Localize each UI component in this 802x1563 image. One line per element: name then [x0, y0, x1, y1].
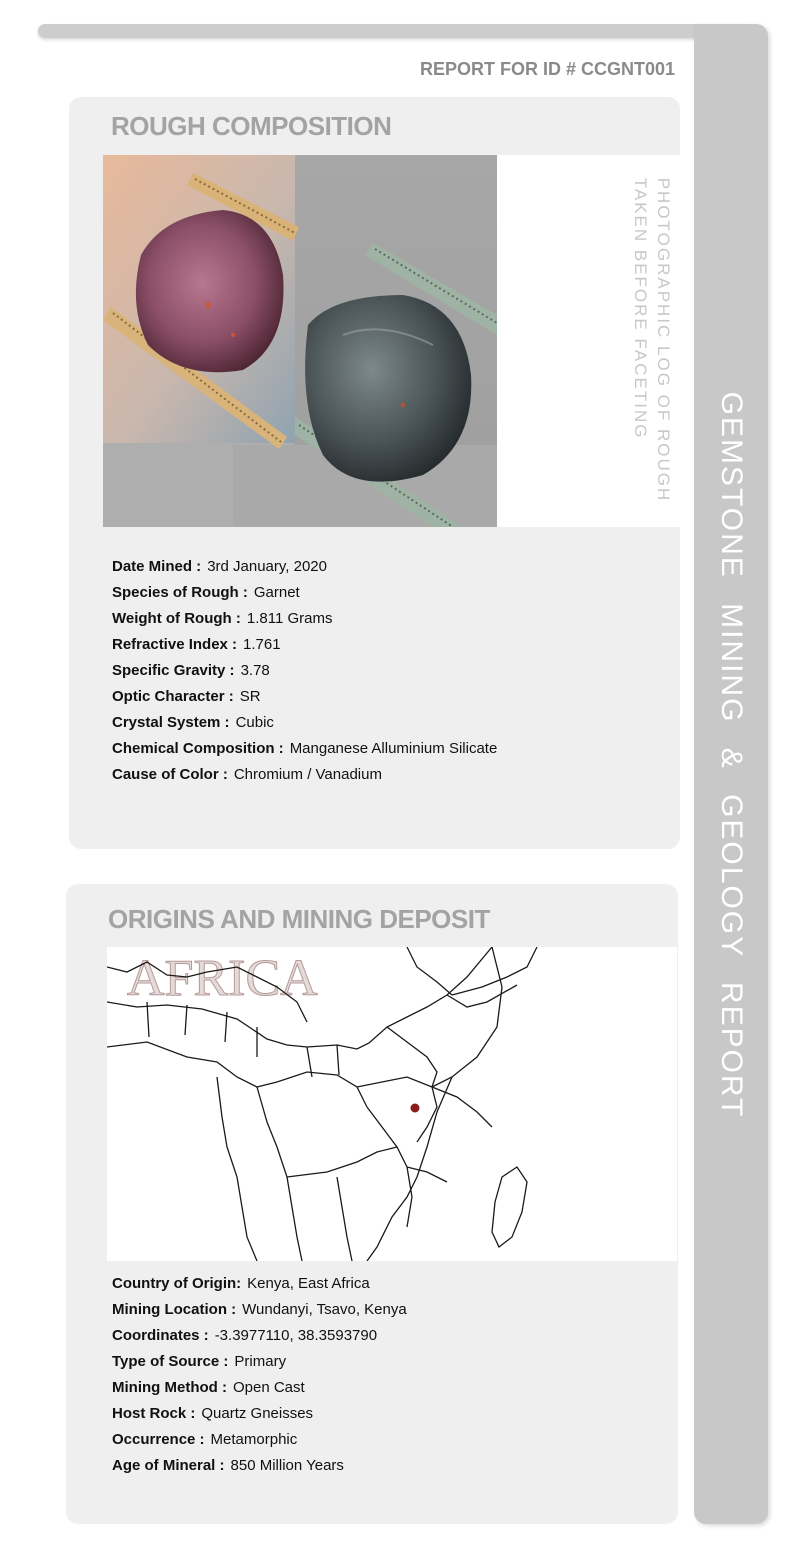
field-value: Metamorphic	[210, 1431, 298, 1448]
field-value: 1.761	[243, 636, 281, 653]
field-value: Wundanyi, Tsavo, Kenya	[242, 1301, 407, 1318]
field-crystal-system	[112, 714, 274, 731]
photo-note-line1: PHOTOGRAPHIC LOG OF ROUGH	[654, 177, 673, 503]
field-label: Specific Gravity :	[112, 662, 235, 679]
field-value: 3rd January, 2020	[207, 558, 327, 575]
field-label: Optic Character :	[112, 688, 234, 705]
field-value: 850 Million Years	[230, 1457, 344, 1474]
field-value: Garnet	[253, 584, 300, 601]
field-label: Occurrence :	[112, 1431, 205, 1448]
field-value: Quartz Gneisses	[201, 1405, 314, 1422]
field-age-of-mineral	[112, 1457, 344, 1474]
field-value: Open Cast	[232, 1379, 305, 1396]
field-label: Chemical Composition :	[112, 740, 284, 757]
field-weight	[112, 610, 332, 627]
field-country-of-origin	[112, 1275, 370, 1292]
field-specific-gravity	[112, 662, 270, 679]
location-marker-icon	[411, 1104, 420, 1113]
photo-note	[629, 178, 675, 503]
field-refractive-index	[112, 636, 281, 653]
field-label: Species of Rough :	[112, 584, 248, 601]
field-mining-location	[112, 1301, 407, 1318]
field-optic-character	[112, 688, 261, 705]
field-chemical-composition	[112, 740, 497, 757]
field-species	[112, 584, 300, 601]
field-label: Mining Location :	[112, 1301, 237, 1318]
field-type-of-source	[112, 1353, 286, 1370]
field-value: -3.3977110, 38.3593790	[214, 1327, 378, 1344]
field-label: Age of Mineral :	[112, 1457, 225, 1474]
origin-map	[107, 947, 677, 1261]
field-value: Cubic	[235, 714, 274, 731]
field-label: Host Rock :	[112, 1405, 196, 1422]
field-value: SR	[239, 688, 261, 705]
field-mining-method	[112, 1379, 305, 1396]
field-value: Primary	[234, 1353, 287, 1370]
field-host-rock	[112, 1405, 313, 1422]
field-value: Manganese Alluminium Silicate	[289, 740, 498, 757]
field-value: 1.811 Grams	[246, 610, 333, 627]
photo-note-line2: TAKEN BEFORE FACETING	[631, 177, 650, 440]
field-occurrence	[112, 1431, 297, 1448]
field-coordinates	[112, 1327, 377, 1344]
field-cause-of-color	[112, 766, 382, 783]
field-label: Weight of Rough :	[112, 610, 241, 627]
top-bar	[38, 24, 746, 38]
map-label: AFRICA	[127, 950, 318, 1007]
field-value: Chromium / Vanadium	[233, 766, 382, 783]
field-date-mined	[112, 558, 327, 575]
field-value: 3.78	[240, 662, 270, 679]
rough-composition-title: ROUGH COMPOSITION	[111, 111, 392, 141]
field-label: Country of Origin:	[112, 1275, 242, 1292]
field-label: Date Mined :	[112, 558, 202, 575]
field-value: Kenya, East Africa	[247, 1275, 370, 1292]
field-label: Refractive Index :	[112, 636, 238, 653]
field-label: Crystal System :	[112, 714, 230, 731]
rough-photo	[103, 155, 497, 527]
field-label: Coordinates :	[112, 1327, 209, 1344]
field-label: Type of Source :	[112, 1353, 229, 1370]
field-label: Cause of Color :	[112, 766, 228, 783]
report-id: REPORT FOR ID # CCGNT001	[419, 59, 675, 79]
sidebar-title: GEMSTONE MINING & GEOLOGY REPORT	[715, 391, 748, 1119]
origins-title: ORIGINS AND MINING DEPOSIT	[108, 904, 490, 934]
field-label: Mining Method :	[112, 1379, 227, 1396]
